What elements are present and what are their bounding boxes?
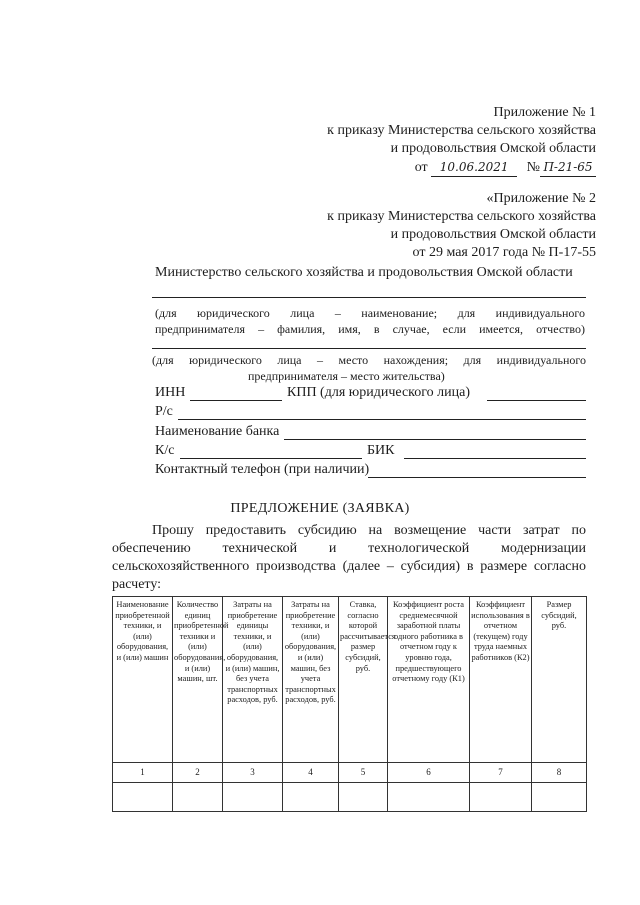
header-cell: Ставка, согласно которой рассчитывается размер субсидий, руб. xyxy=(339,597,388,763)
annex2-date: от 29 мая 2017 года № П-17-55 xyxy=(412,245,596,260)
request-paragraph xyxy=(112,522,586,594)
column-number: 8 xyxy=(532,763,587,783)
address-fill-line xyxy=(152,348,586,349)
column-number: 3 xyxy=(223,763,283,783)
inn-line xyxy=(190,400,282,401)
annex1-block xyxy=(236,104,596,177)
empty-cell xyxy=(173,783,223,812)
calculation-table xyxy=(112,596,587,812)
request-line4: расчету: xyxy=(112,577,162,592)
phone-line xyxy=(368,477,586,478)
column-number: 5 xyxy=(339,763,388,783)
bank-label: Наименование банка xyxy=(155,424,280,439)
annex2-order-ref: к приказу Министерства сельского хозяйства xyxy=(327,209,596,224)
name-fill-line xyxy=(152,297,586,298)
header-cell: Затраты на приобретение техники, и (или) оборудования, и (или) машин, без учета транспортных расходов, руб. xyxy=(283,597,339,763)
header-cell: Размер субсидий, руб. xyxy=(532,597,587,763)
request-line2: обеспечению технической и технологической модернизации xyxy=(112,541,586,556)
empty-cell xyxy=(470,783,532,812)
bank-line xyxy=(284,439,586,440)
handwritten-number: П-21-65 xyxy=(540,158,596,177)
handwritten-date: 10.06.2021 xyxy=(431,158,517,177)
column-number: 7 xyxy=(470,763,532,783)
empty-cell xyxy=(532,783,587,812)
column-number: 6 xyxy=(388,763,470,783)
table-empty-row xyxy=(113,783,587,812)
inn-label: ИНН xyxy=(155,385,186,400)
empty-cell xyxy=(339,783,388,812)
empty-cell xyxy=(223,783,283,812)
ks-line xyxy=(180,458,362,459)
table-number-row xyxy=(113,763,587,783)
rs-label: Р/с xyxy=(155,404,173,419)
request-line3: сельскохозяйственного производства (далее – субсидия) в размере согласно xyxy=(112,559,586,574)
request-line1: Прошу предоставить субсидию на возмещение части затрат по xyxy=(152,523,586,538)
header-cell: Коэффициент использования в отчетном (текущем) году труда наемных работников (К2) xyxy=(470,597,532,763)
header-cell: Количество единиц приобретенной техники и (или) оборудования, и (или) машин, шт. xyxy=(173,597,223,763)
kpp-label: КПП (для юридического лица) xyxy=(287,385,470,400)
addressee: Министерство сельского хозяйства и продовольствия Омской области xyxy=(155,265,573,280)
annex2-block xyxy=(236,190,596,262)
annex1-order-ref: к приказу Министерства сельского хозяйства xyxy=(327,123,596,138)
rs-line xyxy=(178,419,586,420)
hint-address-line1: (для юридического лица – место нахождения; для индивидуального xyxy=(152,353,586,367)
header-cell: Наименование приобретенной техники, и (или) оборудования, и (или) машин xyxy=(113,597,173,763)
kpp-line xyxy=(487,400,586,401)
hint-name-line1: (для юридического лица – наименование; для индивидуального xyxy=(155,306,585,320)
hint-address-line2: предпринимателя – место жительства) xyxy=(248,369,445,383)
number-prefix: № xyxy=(526,160,540,175)
annex1-date-line xyxy=(236,158,596,177)
column-number: 1 xyxy=(113,763,173,783)
empty-cell xyxy=(388,783,470,812)
phone-label: Контактный телефон (при наличии) xyxy=(155,462,370,477)
column-number: 2 xyxy=(173,763,223,783)
document-title: ПРЕДЛОЖЕНИЕ (ЗАЯВКА) xyxy=(230,501,410,516)
header-cell: Коэффициент роста среднемесячной заработной платы одного работника в отчетном году к уровню года, предшествующего отчетному году (К1) xyxy=(388,597,470,763)
table-header-row xyxy=(113,597,587,763)
date-prefix: от xyxy=(414,160,428,175)
annex1-ministry: и продовольствия Омской области xyxy=(390,141,596,156)
bik-label: БИК xyxy=(367,443,395,458)
annex1-title: Приложение № 1 xyxy=(493,105,596,120)
column-number: 4 xyxy=(283,763,339,783)
ks-label: К/с xyxy=(155,443,175,458)
header-cell: Затраты на приобретение единицы техники, и (или) оборудования, и (или) машин, без учета транспортных расходов, руб. xyxy=(223,597,283,763)
hint-name-line2: предпринимателя – фамилия, имя, в случае, если имеется, отчество) xyxy=(155,322,585,336)
annex2-title: «Приложение № 2 xyxy=(486,191,596,206)
bik-line xyxy=(404,458,586,459)
annex2-ministry: и продовольствия Омской области xyxy=(390,227,596,242)
empty-cell xyxy=(113,783,173,812)
empty-cell xyxy=(283,783,339,812)
